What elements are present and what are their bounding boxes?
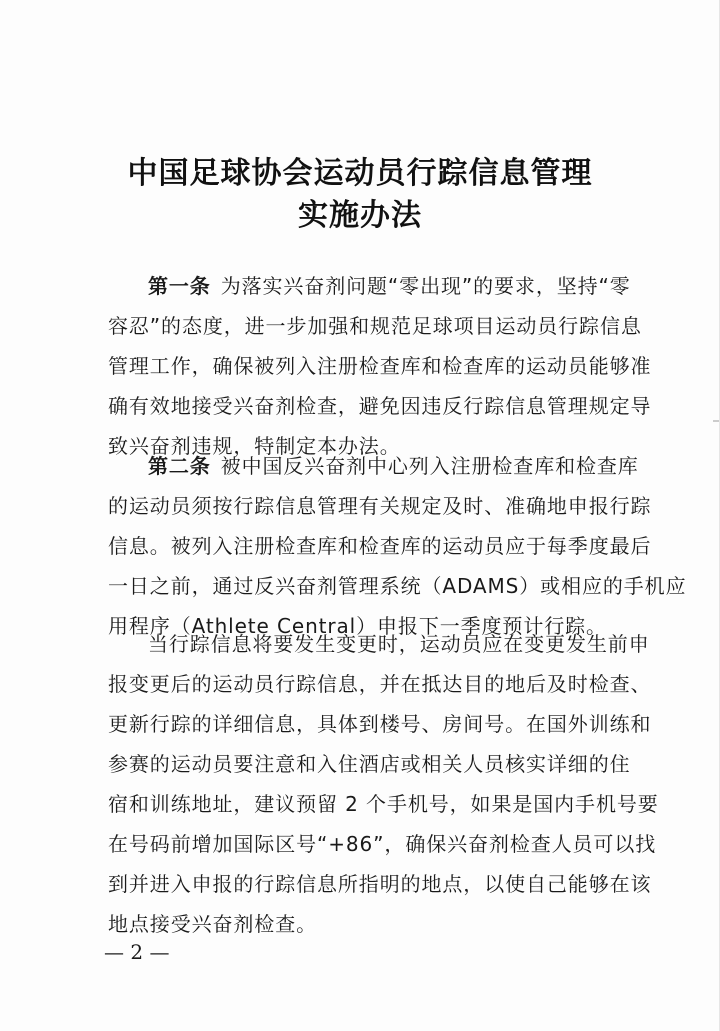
paragraph-line: 致兴奋剂违规，特制定本办法。	[108, 434, 401, 458]
document-title-line-1: 中国足球协会运动员行踪信息管理	[127, 156, 593, 191]
paragraph-line: 容忍”的态度，进一步加强和规范足球项目运动员行踪信息	[108, 314, 642, 338]
paragraph-line: 确有效地接受兴奋剂检查，避免因违反行踪信息管理规定导	[108, 394, 652, 418]
paragraph-line: 报变更后的运动员行踪信息，并在抵达目的地后及时检查、	[108, 672, 652, 696]
paragraph-line: 参赛的运动员要注意和入住酒店或相关人员核实详细的住	[108, 752, 631, 776]
paragraph-line: 信息。被列入注册检查库和检查库的运动员应于每季度最后	[108, 534, 652, 558]
paragraph-line: 的运动员须按行踪信息管理有关规定及时、准确地申报行踪	[108, 494, 652, 518]
document-title-line-2: 实施办法	[298, 198, 422, 233]
paragraph-line: 更新行踪的详细信息，具体到楼号、房间号。在国外训练和	[108, 712, 652, 736]
paragraph-line: 第二条 被中国反兴奋剂中心列入注册检查库和检查库	[148, 454, 639, 478]
scan-edge-mark	[713, 420, 719, 422]
paragraph-line: 用程序（Athlete Central）申报下一季度预计行踪。	[108, 614, 607, 638]
paragraph-line: 到并进入申报的行踪信息所指明的地点，以使自己能够在该	[108, 872, 652, 896]
article-2-label: 第二条	[148, 454, 211, 478]
paragraph-line: 在号码前增加国际区号“+86”，确保兴奋剂检查人员可以找	[108, 832, 657, 856]
paragraph-line: 地点接受兴奋剂检查。	[108, 912, 317, 936]
paragraph-3	[108, 624, 659, 944]
article-2	[108, 446, 687, 646]
paragraph-line: 一日之前，通过反兴奋剂管理系统（ADAMS）或相应的手机应	[108, 574, 687, 598]
page-number: — 2 —	[104, 940, 170, 964]
paragraph-line: 管理工作，确保被列入注册检查库和检查库的运动员能够准	[108, 354, 652, 378]
paragraph-line: 宿和训练地址，建议预留 2 个手机号，如果是国内手机号要	[108, 792, 659, 816]
paragraph-line: 当行踪信息将要发生变更时，运动员应在变更发生前申	[148, 632, 650, 656]
paragraph-line: 第一条 为落实兴奋剂问题“零出现”的要求，坚持“零	[148, 274, 631, 298]
article-1-label: 第一条	[148, 274, 211, 298]
